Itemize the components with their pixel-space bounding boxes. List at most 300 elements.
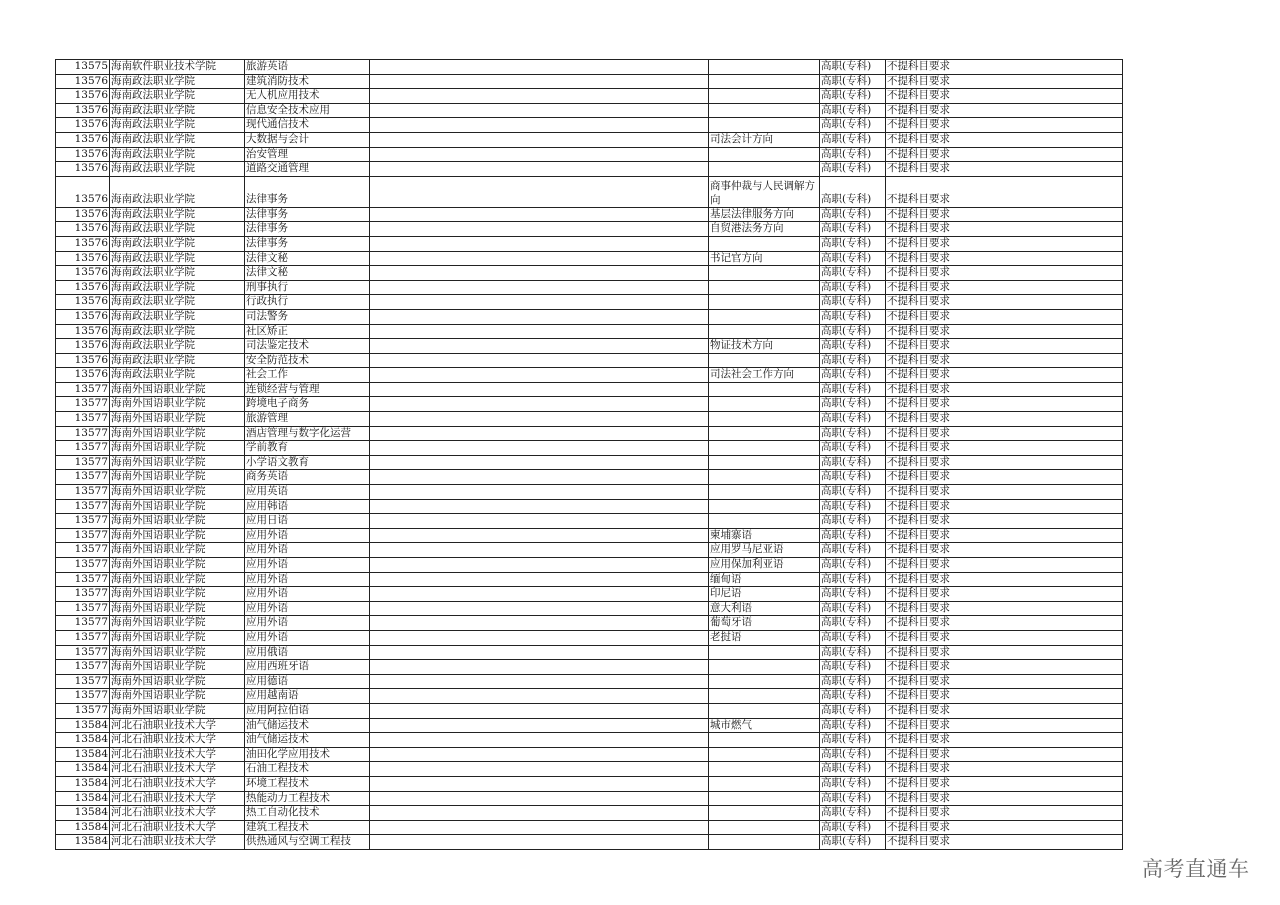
- major-name-cell: 旅游管理: [245, 412, 370, 427]
- direction-cell: [709, 147, 820, 162]
- level-cell: 高职(专科): [820, 499, 886, 514]
- school-name-cell: 海南外国语职业学院: [110, 587, 245, 602]
- table-row: [56, 147, 1123, 162]
- major-name-cell: 刑事执行: [245, 280, 370, 295]
- blank-cell: [370, 132, 709, 147]
- level-cell: 高职(专科): [820, 222, 886, 237]
- level-cell: 高职(专科): [820, 295, 886, 310]
- table-row: [56, 660, 1123, 675]
- school-code-cell: 13576: [56, 118, 110, 133]
- level-cell: 高职(专科): [820, 470, 886, 485]
- level-cell: 高职(专科): [820, 485, 886, 500]
- major-name-cell: 治安管理: [245, 147, 370, 162]
- school-name-cell: 海南外国语职业学院: [110, 514, 245, 529]
- school-name-cell: 海南政法职业学院: [110, 118, 245, 133]
- subject-requirement-cell: 不提科目要求: [886, 118, 1123, 133]
- table-row: [56, 747, 1123, 762]
- subject-requirement-cell: 不提科目要求: [886, 309, 1123, 324]
- table-row: [56, 572, 1123, 587]
- school-name-cell: 河北石油职业技术大学: [110, 806, 245, 821]
- blank-cell: [370, 572, 709, 587]
- level-cell: 高职(专科): [820, 528, 886, 543]
- direction-cell: 自贸港法务方向: [709, 222, 820, 237]
- subject-requirement-cell: 不提科目要求: [886, 324, 1123, 339]
- subject-requirement-cell: 不提科目要求: [886, 295, 1123, 310]
- school-name-cell: 海南政法职业学院: [110, 309, 245, 324]
- subject-requirement-cell: 不提科目要求: [886, 747, 1123, 762]
- school-name-cell: 河北石油职业技术大学: [110, 776, 245, 791]
- school-code-cell: 13576: [56, 368, 110, 383]
- level-cell: 高职(专科): [820, 266, 886, 281]
- table-row: [56, 236, 1123, 251]
- direction-cell: [709, 470, 820, 485]
- level-cell: 高职(专科): [820, 558, 886, 573]
- subject-requirement-cell: 不提科目要求: [886, 776, 1123, 791]
- table-row: [56, 587, 1123, 602]
- level-cell: 高职(专科): [820, 339, 886, 354]
- blank-cell: [370, 470, 709, 485]
- subject-requirement-cell: 不提科目要求: [886, 543, 1123, 558]
- level-cell: 高职(专科): [820, 103, 886, 118]
- direction-cell: [709, 324, 820, 339]
- school-name-cell: 海南外国语职业学院: [110, 528, 245, 543]
- table-row: [56, 703, 1123, 718]
- school-name-cell: 海南外国语职业学院: [110, 703, 245, 718]
- subject-requirement-cell: 不提科目要求: [886, 485, 1123, 500]
- subject-requirement-cell: 不提科目要求: [886, 176, 1123, 207]
- table-row: [56, 558, 1123, 573]
- table-row: [56, 412, 1123, 427]
- level-cell: 高职(专科): [820, 324, 886, 339]
- blank-cell: [370, 353, 709, 368]
- major-name-cell: 应用俄语: [245, 645, 370, 660]
- school-code-cell: 13584: [56, 747, 110, 762]
- blank-cell: [370, 601, 709, 616]
- subject-requirement-cell: 不提科目要求: [886, 630, 1123, 645]
- major-name-cell: 连锁经营与管理: [245, 382, 370, 397]
- direction-cell: [709, 236, 820, 251]
- school-code-cell: 13577: [56, 558, 110, 573]
- major-name-cell: 学前教育: [245, 441, 370, 456]
- school-code-cell: 13577: [56, 485, 110, 500]
- direction-cell: 司法会计方向: [709, 132, 820, 147]
- blank-cell: [370, 426, 709, 441]
- blank-cell: [370, 309, 709, 324]
- blank-cell: [370, 514, 709, 529]
- table-row: [56, 74, 1123, 89]
- level-cell: 高职(专科): [820, 718, 886, 733]
- blank-cell: [370, 441, 709, 456]
- major-name-cell: 法律事务: [245, 207, 370, 222]
- school-name-cell: 河北石油职业技术大学: [110, 718, 245, 733]
- blank-cell: [370, 103, 709, 118]
- blank-cell: [370, 791, 709, 806]
- school-name-cell: 海南外国语职业学院: [110, 630, 245, 645]
- blank-cell: [370, 60, 709, 75]
- table-row: [56, 280, 1123, 295]
- school-code-cell: 13577: [56, 514, 110, 529]
- major-name-cell: 油气储运技术: [245, 733, 370, 748]
- level-cell: 高职(专科): [820, 368, 886, 383]
- major-name-cell: 油气储运技术: [245, 718, 370, 733]
- direction-cell: 意大利语: [709, 601, 820, 616]
- direction-cell: 基层法律服务方向: [709, 207, 820, 222]
- school-name-cell: 海南政法职业学院: [110, 236, 245, 251]
- subject-requirement-cell: 不提科目要求: [886, 382, 1123, 397]
- major-name-cell: 应用越南语: [245, 689, 370, 704]
- school-code-cell: 13576: [56, 280, 110, 295]
- school-code-cell: 13576: [56, 147, 110, 162]
- school-name-cell: 河北石油职业技术大学: [110, 747, 245, 762]
- major-name-cell: 应用外语: [245, 630, 370, 645]
- school-code-cell: 13577: [56, 528, 110, 543]
- major-name-cell: 酒店管理与数字化运营: [245, 426, 370, 441]
- table-row: [56, 718, 1123, 733]
- blank-cell: [370, 674, 709, 689]
- subject-requirement-cell: 不提科目要求: [886, 820, 1123, 835]
- blank-cell: [370, 74, 709, 89]
- school-code-cell: 13577: [56, 499, 110, 514]
- school-name-cell: 海南外国语职业学院: [110, 660, 245, 675]
- subject-requirement-cell: 不提科目要求: [886, 572, 1123, 587]
- table-row: [56, 162, 1123, 177]
- subject-requirement-cell: 不提科目要求: [886, 791, 1123, 806]
- school-code-cell: 13576: [56, 162, 110, 177]
- direction-cell: 书记官方向: [709, 251, 820, 266]
- blank-cell: [370, 176, 709, 207]
- school-name-cell: 海南外国语职业学院: [110, 441, 245, 456]
- direction-cell: [709, 118, 820, 133]
- school-code-cell: 13577: [56, 426, 110, 441]
- subject-requirement-cell: 不提科目要求: [886, 103, 1123, 118]
- level-cell: 高职(专科): [820, 441, 886, 456]
- school-code-cell: 13584: [56, 791, 110, 806]
- subject-requirement-cell: 不提科目要求: [886, 368, 1123, 383]
- subject-requirement-cell: 不提科目要求: [886, 60, 1123, 75]
- direction-cell: [709, 280, 820, 295]
- table-row: [56, 543, 1123, 558]
- blank-cell: [370, 266, 709, 281]
- blank-cell: [370, 236, 709, 251]
- direction-cell: [709, 266, 820, 281]
- major-name-cell: 应用西班牙语: [245, 660, 370, 675]
- table-row: [56, 791, 1123, 806]
- direction-cell: 应用保加利亚语: [709, 558, 820, 573]
- school-code-cell: 13576: [56, 353, 110, 368]
- school-code-cell: 13577: [56, 572, 110, 587]
- watermark: 高考直通车: [1142, 857, 1250, 881]
- school-name-cell: 海南外国语职业学院: [110, 572, 245, 587]
- table-row: [56, 397, 1123, 412]
- school-name-cell: 海南政法职业学院: [110, 89, 245, 104]
- level-cell: 高职(专科): [820, 382, 886, 397]
- direction-cell: [709, 660, 820, 675]
- direction-cell: [709, 441, 820, 456]
- blank-cell: [370, 645, 709, 660]
- subject-requirement-cell: 不提科目要求: [886, 528, 1123, 543]
- school-code-cell: 13577: [56, 382, 110, 397]
- direction-cell: [709, 645, 820, 660]
- major-name-cell: 应用阿拉伯语: [245, 703, 370, 718]
- direction-cell: [709, 762, 820, 777]
- level-cell: 高职(专科): [820, 776, 886, 791]
- level-cell: 高职(专科): [820, 747, 886, 762]
- table-row: [56, 339, 1123, 354]
- blank-cell: [370, 222, 709, 237]
- school-name-cell: 海南政法职业学院: [110, 266, 245, 281]
- school-name-cell: 海南政法职业学院: [110, 222, 245, 237]
- school-name-cell: 海南外国语职业学院: [110, 397, 245, 412]
- level-cell: 高职(专科): [820, 572, 886, 587]
- direction-cell: 缅甸语: [709, 572, 820, 587]
- school-name-cell: 海南政法职业学院: [110, 251, 245, 266]
- table-row: [56, 368, 1123, 383]
- direction-cell: [709, 820, 820, 835]
- blank-cell: [370, 558, 709, 573]
- major-name-cell: 应用外语: [245, 616, 370, 631]
- subject-requirement-cell: 不提科目要求: [886, 455, 1123, 470]
- school-code-cell: 13576: [56, 132, 110, 147]
- subject-requirement-cell: 不提科目要求: [886, 601, 1123, 616]
- direction-cell: 司法社会工作方向: [709, 368, 820, 383]
- blank-cell: [370, 280, 709, 295]
- school-name-cell: 河北石油职业技术大学: [110, 791, 245, 806]
- blank-cell: [370, 499, 709, 514]
- school-code-cell: 13577: [56, 441, 110, 456]
- subject-requirement-cell: 不提科目要求: [886, 558, 1123, 573]
- table-row: [56, 309, 1123, 324]
- subject-requirement-cell: 不提科目要求: [886, 514, 1123, 529]
- level-cell: 高职(专科): [820, 207, 886, 222]
- table-row: [56, 103, 1123, 118]
- level-cell: 高职(专科): [820, 455, 886, 470]
- major-name-cell: 建筑工程技术: [245, 820, 370, 835]
- table-row: [56, 455, 1123, 470]
- school-code-cell: 13576: [56, 324, 110, 339]
- school-code-cell: 13577: [56, 674, 110, 689]
- subject-requirement-cell: 不提科目要求: [886, 339, 1123, 354]
- blank-cell: [370, 776, 709, 791]
- school-name-cell: 河北石油职业技术大学: [110, 762, 245, 777]
- major-name-cell: 应用外语: [245, 572, 370, 587]
- major-name-cell: 无人机应用技术: [245, 89, 370, 104]
- major-name-cell: 应用外语: [245, 558, 370, 573]
- school-name-cell: 海南政法职业学院: [110, 295, 245, 310]
- table-row: [56, 616, 1123, 631]
- level-cell: 高职(专科): [820, 762, 886, 777]
- table-row: [56, 207, 1123, 222]
- school-code-cell: 13576: [56, 251, 110, 266]
- table-row: [56, 806, 1123, 821]
- major-name-cell: 信息安全技术应用: [245, 103, 370, 118]
- subject-requirement-cell: 不提科目要求: [886, 74, 1123, 89]
- direction-cell: 应用罗马尼亚语: [709, 543, 820, 558]
- school-code-cell: 13584: [56, 733, 110, 748]
- level-cell: 高职(专科): [820, 162, 886, 177]
- school-name-cell: 海南政法职业学院: [110, 74, 245, 89]
- school-name-cell: 海南外国语职业学院: [110, 455, 245, 470]
- school-code-cell: 13576: [56, 176, 110, 207]
- table-row: [56, 776, 1123, 791]
- direction-cell: [709, 835, 820, 850]
- major-name-cell: 热工自动化技术: [245, 806, 370, 821]
- direction-cell: [709, 397, 820, 412]
- subject-requirement-cell: 不提科目要求: [886, 147, 1123, 162]
- school-name-cell: 海南外国语职业学院: [110, 426, 245, 441]
- school-code-cell: 13576: [56, 74, 110, 89]
- school-code-cell: 13584: [56, 762, 110, 777]
- blank-cell: [370, 689, 709, 704]
- school-name-cell: 海南外国语职业学院: [110, 412, 245, 427]
- major-name-cell: 应用韩语: [245, 499, 370, 514]
- school-code-cell: 13577: [56, 689, 110, 704]
- table-row: [56, 499, 1123, 514]
- direction-cell: [709, 382, 820, 397]
- table-row: [56, 674, 1123, 689]
- spreadsheet: [55, 59, 1122, 850]
- subject-requirement-cell: 不提科目要求: [886, 499, 1123, 514]
- table-row: [56, 222, 1123, 237]
- level-cell: 高职(专科): [820, 601, 886, 616]
- school-code-cell: 13577: [56, 412, 110, 427]
- school-name-cell: 海南外国语职业学院: [110, 645, 245, 660]
- school-name-cell: 海南政法职业学院: [110, 280, 245, 295]
- table-row: [56, 60, 1123, 75]
- major-name-cell: 跨境电子商务: [245, 397, 370, 412]
- table-row: [56, 324, 1123, 339]
- direction-cell: [709, 689, 820, 704]
- subject-requirement-cell: 不提科目要求: [886, 645, 1123, 660]
- school-name-cell: 海南政法职业学院: [110, 132, 245, 147]
- school-code-cell: 13577: [56, 587, 110, 602]
- blank-cell: [370, 616, 709, 631]
- blank-cell: [370, 207, 709, 222]
- school-name-cell: 海南外国语职业学院: [110, 485, 245, 500]
- level-cell: 高职(专科): [820, 397, 886, 412]
- major-name-cell: 石油工程技术: [245, 762, 370, 777]
- subject-requirement-cell: 不提科目要求: [886, 470, 1123, 485]
- table-row: [56, 689, 1123, 704]
- school-name-cell: 河北石油职业技术大学: [110, 820, 245, 835]
- school-code-cell: 13577: [56, 470, 110, 485]
- level-cell: 高职(专科): [820, 645, 886, 660]
- level-cell: 高职(专科): [820, 132, 886, 147]
- level-cell: 高职(专科): [820, 426, 886, 441]
- direction-cell: [709, 295, 820, 310]
- level-cell: 高职(专科): [820, 703, 886, 718]
- blank-cell: [370, 118, 709, 133]
- level-cell: 高职(专科): [820, 514, 886, 529]
- admission-table: [55, 59, 1123, 850]
- school-name-cell: 海南外国语职业学院: [110, 601, 245, 616]
- blank-cell: [370, 251, 709, 266]
- major-name-cell: 环境工程技术: [245, 776, 370, 791]
- blank-cell: [370, 806, 709, 821]
- subject-requirement-cell: 不提科目要求: [886, 718, 1123, 733]
- major-name-cell: 社会工作: [245, 368, 370, 383]
- level-cell: 高职(专科): [820, 543, 886, 558]
- blank-cell: [370, 835, 709, 850]
- subject-requirement-cell: 不提科目要求: [886, 397, 1123, 412]
- blank-cell: [370, 455, 709, 470]
- subject-requirement-cell: 不提科目要求: [886, 236, 1123, 251]
- major-name-cell: 应用英语: [245, 485, 370, 500]
- blank-cell: [370, 147, 709, 162]
- major-name-cell: 应用外语: [245, 543, 370, 558]
- school-code-cell: 13576: [56, 339, 110, 354]
- blank-cell: [370, 528, 709, 543]
- major-name-cell: 现代通信技术: [245, 118, 370, 133]
- direction-cell: [709, 309, 820, 324]
- school-code-cell: 13576: [56, 236, 110, 251]
- school-code-cell: 13584: [56, 820, 110, 835]
- major-name-cell: 司法鉴定技术: [245, 339, 370, 354]
- blank-cell: [370, 295, 709, 310]
- school-name-cell: 海南政法职业学院: [110, 324, 245, 339]
- level-cell: 高职(专科): [820, 118, 886, 133]
- subject-requirement-cell: 不提科目要求: [886, 733, 1123, 748]
- major-name-cell: 油田化学应用技术: [245, 747, 370, 762]
- direction-cell: [709, 499, 820, 514]
- school-name-cell: 海南软件职业技术学院: [110, 60, 245, 75]
- blank-cell: [370, 485, 709, 500]
- direction-cell: [709, 776, 820, 791]
- blank-cell: [370, 660, 709, 675]
- major-name-cell: 法律文秘: [245, 251, 370, 266]
- subject-requirement-cell: 不提科目要求: [886, 616, 1123, 631]
- table-row: [56, 645, 1123, 660]
- blank-cell: [370, 162, 709, 177]
- school-code-cell: 13576: [56, 266, 110, 281]
- major-name-cell: 法律文秘: [245, 266, 370, 281]
- table-row: [56, 353, 1123, 368]
- school-name-cell: 海南政法职业学院: [110, 176, 245, 207]
- table-row: [56, 485, 1123, 500]
- table-row: [56, 762, 1123, 777]
- school-code-cell: 13584: [56, 718, 110, 733]
- major-name-cell: 法律事务: [245, 236, 370, 251]
- major-name-cell: 应用德语: [245, 674, 370, 689]
- school-code-cell: 13584: [56, 806, 110, 821]
- table-row: [56, 295, 1123, 310]
- school-code-cell: 13577: [56, 630, 110, 645]
- school-name-cell: 河北石油职业技术大学: [110, 733, 245, 748]
- major-name-cell: 法律事务: [245, 176, 370, 207]
- blank-cell: [370, 368, 709, 383]
- table-row: [56, 630, 1123, 645]
- school-name-cell: 海南外国语职业学院: [110, 616, 245, 631]
- table-row: [56, 89, 1123, 104]
- level-cell: 高职(专科): [820, 60, 886, 75]
- subject-requirement-cell: 不提科目要求: [886, 132, 1123, 147]
- blank-cell: [370, 762, 709, 777]
- subject-requirement-cell: 不提科目要求: [886, 89, 1123, 104]
- direction-cell: 印尼语: [709, 587, 820, 602]
- blank-cell: [370, 339, 709, 354]
- table-row: [56, 835, 1123, 850]
- direction-cell: [709, 74, 820, 89]
- subject-requirement-cell: 不提科目要求: [886, 703, 1123, 718]
- blank-cell: [370, 718, 709, 733]
- major-name-cell: 旅游英语: [245, 60, 370, 75]
- school-code-cell: 13577: [56, 397, 110, 412]
- school-code-cell: 13575: [56, 60, 110, 75]
- school-code-cell: 13576: [56, 295, 110, 310]
- school-name-cell: 海南外国语职业学院: [110, 543, 245, 558]
- subject-requirement-cell: 不提科目要求: [886, 806, 1123, 821]
- level-cell: 高职(专科): [820, 176, 886, 207]
- school-code-cell: 13576: [56, 309, 110, 324]
